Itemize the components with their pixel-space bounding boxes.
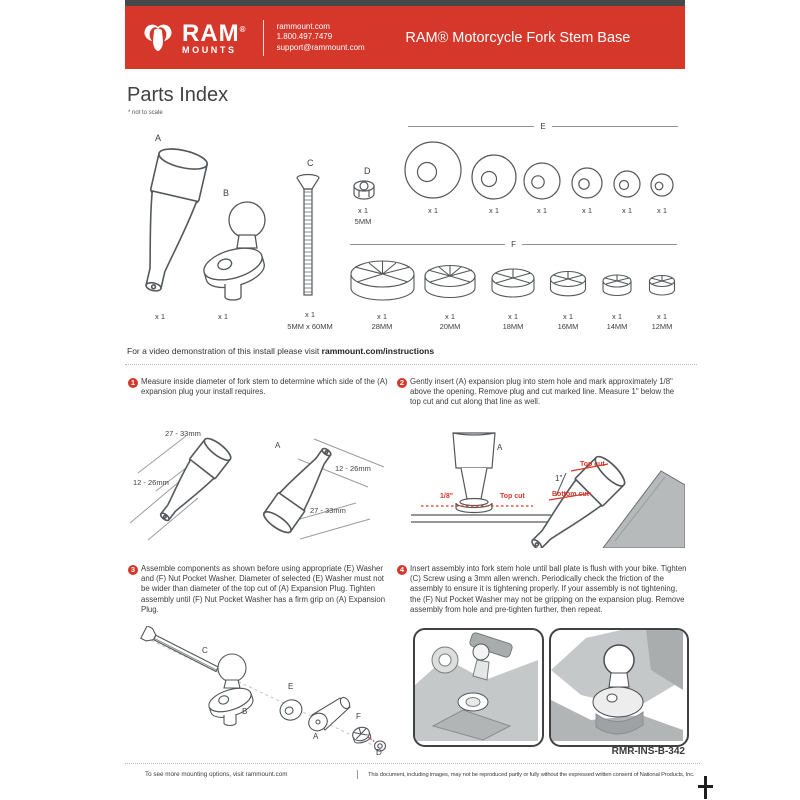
divider-dotted-top	[125, 364, 697, 365]
diagram2-part-a-label: A	[497, 443, 503, 452]
footer-right: This document, including images, may not be reproduced partly or fully without the expressed written consent of National Products, Inc.	[368, 771, 695, 778]
part-f3-qty: x 1	[507, 312, 518, 321]
diagram3-e-label: E	[288, 682, 294, 691]
part-e1-qty: x 1	[427, 206, 438, 215]
header	[125, 6, 685, 69]
part-f4-qty: x 1	[562, 312, 573, 321]
one-inch-label: 1"	[555, 474, 563, 483]
part-b-qty: x 1	[217, 312, 228, 321]
diagram3-b-label: B	[242, 707, 248, 716]
step3-number: 3	[128, 565, 138, 575]
step1-text: Measure inside diameter of fork stem to determine which side of the (A) expansion plug your install requires.	[141, 377, 388, 397]
part-c-label: C	[307, 158, 314, 168]
video-note	[127, 346, 434, 356]
document-sheet	[125, 0, 695, 800]
part-e-label: E	[540, 122, 546, 131]
part-d-label: D	[364, 166, 371, 176]
part-e6-qty: x 1	[656, 206, 667, 215]
diagram3-d-label: D	[376, 748, 382, 757]
step4-illustration-left	[413, 628, 544, 747]
part-f5-qty: x 1	[611, 312, 622, 321]
registered-mark: ®	[239, 25, 247, 34]
part-c-size: 5MM x 60MM	[287, 322, 333, 331]
eighth-inch-label: 1/8"	[440, 493, 454, 500]
diagram3-a-label: A	[313, 732, 319, 741]
part-e2-qty: x 1	[488, 206, 499, 215]
step1-number: 1	[128, 378, 138, 388]
part-b-drawing	[193, 196, 283, 308]
contact-web: rammount.com	[276, 21, 330, 31]
part-a-label: A	[155, 133, 162, 143]
part-f-drawing	[343, 252, 685, 314]
contact-email: support@rammount.com	[276, 42, 365, 52]
part-f-label: F	[511, 240, 516, 249]
contact-phone: 1.800.497.7479	[276, 32, 333, 42]
part-f4-size: 16MM	[557, 322, 579, 331]
brand-sub: MOUNTS	[182, 45, 237, 55]
step4-number: 4	[397, 565, 407, 575]
part-e4-qty: x 1	[581, 206, 592, 215]
dim-bottom-right: 27 - 33mm	[310, 506, 346, 515]
part-e5-qty: x 1	[621, 206, 632, 215]
part-e3-qty: x 1	[536, 206, 547, 215]
crop-mark	[698, 776, 714, 800]
part-f1-qty: x 1	[376, 312, 387, 321]
row-e-rule	[408, 122, 678, 131]
video-note-text: For a video demonstration of this install please visit	[127, 346, 322, 356]
step3-text: Assemble components as shown before using appropriate (E) Washer and (F) Nut Pocket Washer. Diameter of selected (E) Washer must not be wider than diameter of the top cut of (A) Expansion Plug. Tighten assembly until (F) Nut Pocket Washer has a firm grip on (A) Expansion Plug.	[141, 564, 386, 614]
footer-divider	[357, 770, 358, 779]
part-f1-size: 28MM	[371, 322, 393, 331]
brand-name: RAM®	[182, 20, 247, 47]
doc-title: RAM® Motorcycle Fork Stem Base	[405, 29, 631, 46]
part-d-drawing	[351, 178, 379, 204]
doc-number: RMR-INS-B-342	[611, 746, 685, 757]
diagram3-f-label: F	[356, 712, 361, 721]
part-b-label: B	[223, 188, 230, 198]
contact-block	[277, 22, 365, 54]
dim-left-lower: 12 - 26mm	[133, 478, 169, 487]
step2-text: Gently insert (A) expansion plug into stem hole and mark approximately 1/8" above the opening. Remove plug and cut marked line. Measure 1" below the top cut and cut along that line as well.	[410, 377, 675, 407]
part-a-qty: x 1	[154, 312, 165, 321]
dim-right-upper: 12 - 26mm	[335, 464, 371, 473]
part-f6-size: 12MM	[651, 322, 673, 331]
video-note-link: rammount.com/instructions	[321, 346, 435, 356]
dim-top-left: 27 - 33mm	[165, 429, 201, 438]
part-d-size: 5MM	[354, 217, 372, 226]
part-f3-size: 18MM	[502, 322, 524, 331]
diagram1-part-a-label: A	[275, 441, 281, 450]
part-f2-qty: x 1	[444, 312, 455, 321]
ram-logo	[141, 20, 247, 55]
step2-number: 2	[397, 378, 407, 388]
part-d-qty: x 1	[357, 206, 368, 215]
bottom-cut-label: Bottom cut	[552, 491, 589, 498]
ram-head-icon	[141, 21, 175, 55]
diagram3-c-label: C	[202, 646, 208, 655]
part-f5-size: 14MM	[606, 322, 628, 331]
top-cut-right-label: Top cut	[580, 461, 605, 468]
step4-text: Insert assembly into fork stem hole until ball plate is flush with your bike. Tighten (C) Screw using a 3mm allen wrench. Periodically check the friction of the assembly to ensure it is tightening properly. If your assembly is not tightening, the (F) Nut Pocket Washer may not be gripping on the expansion plug. Remove assembly from hole and pre-tighten further, then repeat.	[410, 564, 687, 614]
part-f2-size: 20MM	[439, 322, 461, 331]
top-cut-left-label: Top cut	[500, 493, 525, 500]
row-f-rule	[350, 240, 677, 249]
step2-diagram	[403, 423, 685, 548]
step4-illustration-right	[549, 628, 689, 747]
part-f6-qty: x 1	[656, 312, 667, 321]
header-divider	[263, 20, 264, 56]
divider-dotted-bottom	[125, 763, 700, 764]
step3-diagram	[128, 626, 398, 760]
part-c-qty: x 1	[304, 310, 315, 319]
parts-index-heading: Parts Index	[127, 84, 229, 106]
part-c-drawing	[291, 171, 325, 305]
not-to-scale-note: * not to scale	[128, 110, 163, 116]
footer-left: To see more mounting options, visit rammount.com	[145, 771, 288, 778]
part-e-drawing	[400, 138, 685, 210]
